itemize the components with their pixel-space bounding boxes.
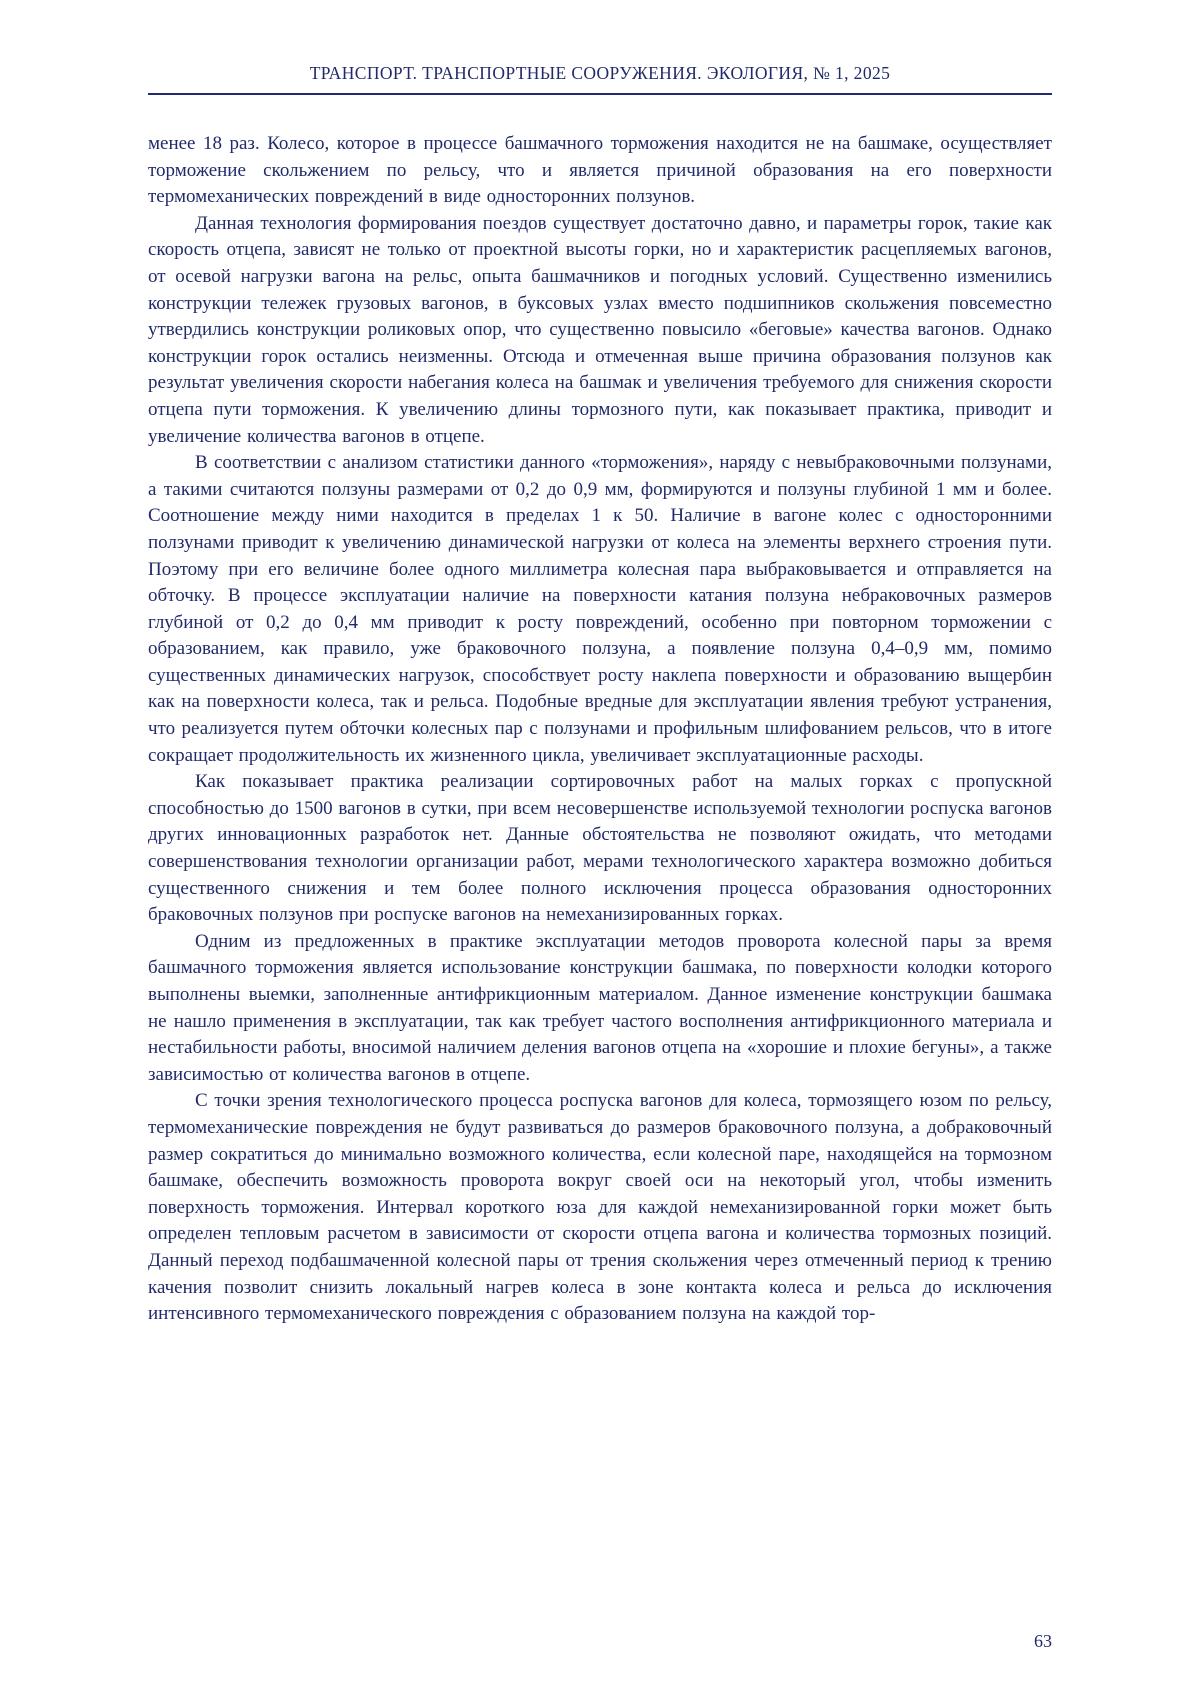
page-number: 63 xyxy=(1034,1631,1052,1651)
paragraph: В соответствии с анализом статистики данного «торможения», наряду с невыбраковочными ползунами, а такими считаются ползуны размерами от 0,2 до 0,9 мм, формируются и ползуны глубиной 1 мм и более. Соотношение между ними находится в пределах 1 к 50. Наличие в вагоне колес с односторонними ползунами приводит к увеличению динамической нагрузки от колеса на элементы верхнего строения пути. Поэтому при его величине более одного миллиметра колесная пара выбраковывается и отправляется на обточку. В процессе эксплуатации наличие на поверхности катания ползуна небраковочных размеров глубиной от 0,2 до 0,4 мм приводит к росту повреждений, особенно при повторном торможении с образованием, как правило, уже браковочного ползуна, а появление ползуна 0,4–0,9 мм, помимо существенных динамических нагрузок, способствует росту наклепа поверхности и образованию выщербин как на поверхности колеса, так и рельса. Подобные вредные для эксплуатации явления требуют устранения, что реализуется путем обточки колесных пар с ползунами и профильным шлифованием рельсов, что в итоге сокращает продолжительность их жизненного цикла, увеличивает эксплуатационные расходы. xyxy=(148,452,1052,766)
page-header xyxy=(148,62,1052,95)
paragraph: Как показывает практика реализации сортировочных работ на малых горках с пропускной способностью до 1500 вагонов в сутки, при всем несовершенстве используемой технологии роспуска вагонов других инновационных разработок нет. Данные обстоятельства не позволяют ожидать, что методами совершенствования технологии организации работ, мерами технологического характера возможно добиться существенного снижения и тем более полного исключения процесса образования односторонних браковочных ползунов при роспуске вагонов на немеханизированных горках. xyxy=(148,771,1052,926)
paragraph-continuation: менее 18 раз. Колесо, которое в процессе башмачного торможения находится не на башмаке, осуществляет торможение скольжением по рельсу, что и является причиной образования на его поверхности термомеханических повреждений в виде односторонних ползунов. xyxy=(148,133,1052,208)
paragraph: Одним из предложенных в практике эксплуатации методов проворота колесной пары за время башмачного торможения является использование конструкции башмака, по поверхности колодки которого выполнены выемки, заполненные антифрикционным материалом. Данное изменение конструкции башмака не нашло применения в эксплуатации, так как требует частого восполнения антифрикционного материала и нестабильности работы, вносимой наличием деления вагонов отцепа на «хорошие и плохие бегуны», а также зависимостью от количества вагонов в отцепе. xyxy=(148,930,1052,1085)
paragraph: С точки зрения технологического процесса роспуска вагонов для колеса, тормозящего юзом по рельсу, термомеханические повреждения не будут развиваться до размеров браковочного ползуна, а добраковочный размер сократиться до минимально возможного количества, если колесной паре, находящейся на тормозном башмаке, обеспечить возможность проворота вокруг своей оси на некоторый угол, чтобы изменить поверхность торможения. Интервал короткого юза для каждой немеханизированной горки может быть определен тепловым расчетом в зависимости от скорости отцепа вагона и количества тормозных позиций. Данный переход подбашмаченной колесной пары от трения скольжения через отмеченный период к трению качения позволит снизить локальный нагрев колеса в зоне контакта колеса и рельса до исключения интенсивного термомеханического повреждения с образованием ползуна на каждой тор- xyxy=(148,1090,1052,1325)
paragraph: Данная технология формирования поездов существует достаточно давно, и параметры горок, такие как скорость отцепа, зависят не только от проектной высоты горки, но и характеристик расцепляемых вагонов, от осевой нагрузки вагона на рельс, опыта башмачников и погодных условий. Существенно изменились конструкции тележек грузовых вагонов, в буксовых узлах вместо подшипников скольжения повсеместно утвердились конструкции роликовых опор, что существенно повысило «беговые» качества вагонов. Однако конструкции горок остались неизменны. Отсюда и отмеченная выше причина образования ползунов как результат увеличения скорости набегания колеса на башмак и увеличения требуемого для снижения скорости отцепа пути торможения. К увеличению длины тормозного пути, как показывает практика, приводит и увеличение количества вагонов в отцепе. xyxy=(148,212,1052,447)
article-body xyxy=(148,131,1052,1328)
header-rule xyxy=(148,93,1052,95)
journal-running-title: ТРАНСПОРТ. ТРАНСПОРТНЫЕ СООРУЖЕНИЯ. ЭКОЛОГИЯ, № 1, 2025 xyxy=(309,63,891,83)
